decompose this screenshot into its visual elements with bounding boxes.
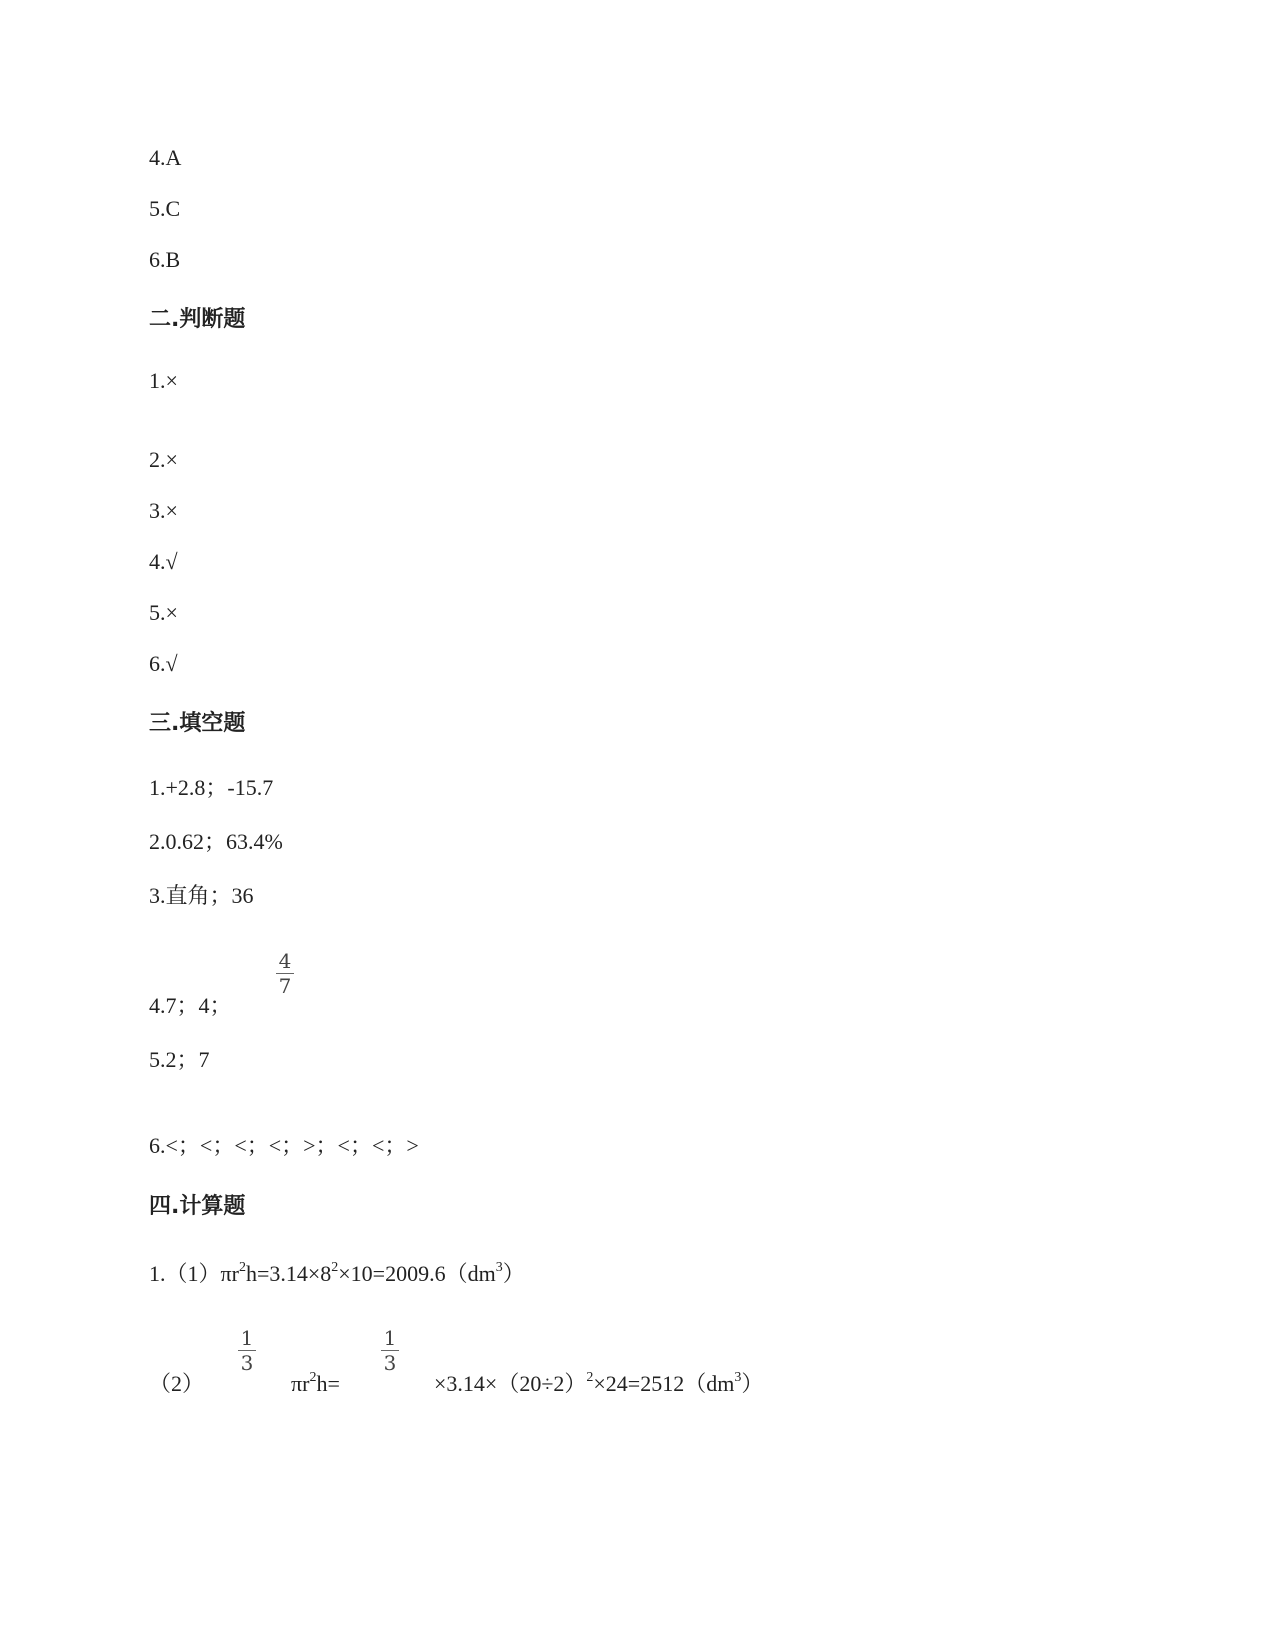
fraction-four-sevenths [276,950,294,997]
choice-answer-6: 6.B [149,247,181,272]
calc1-exp2: 2 [331,1259,339,1275]
fill-answer-2: 2.0.62；63.4% [149,829,283,854]
judge-answer-4: 4.√ [149,549,178,574]
fraction-numerator: 1 [240,1326,254,1350]
fraction-denominator: 3 [383,1351,397,1375]
calc2-formula-exp: 2 [309,1369,317,1385]
calc2-rest-exp2: 3 [734,1369,742,1385]
judge-answer-1: 1.× [149,368,178,393]
calc1-prefix: 1.（1）πr [149,1261,239,1286]
calc2-rest-a: ×3.14×（20÷2） [434,1371,587,1396]
section-title-judge: 二.判断题 [149,307,246,332]
calc1-exp1: 2 [238,1259,246,1275]
judge-answer-5: 5.× [149,600,178,625]
judge-answer-6: 6.√ [149,651,178,676]
fraction-numerator: 1 [383,1326,397,1350]
fill-answer-4: 4.7；4； [149,993,232,1018]
calc1-mid: h=3.14×8 [245,1261,332,1286]
calc2-formula [291,1371,340,1397]
judge-answer-3: 3.× [149,498,178,523]
section-title-fill: 三.填空题 [149,711,246,736]
fraction-denominator: 3 [240,1351,254,1375]
calc2-fraction-one-third-b [381,1327,399,1374]
section-title-calc: 四.计算题 [149,1194,246,1219]
calc-answer-1 [149,1261,525,1287]
fraction-numerator: 4 [278,949,292,973]
fraction-denominator: 7 [278,974,292,998]
calc2-rest-b: ×24=2512（dm [593,1371,735,1396]
calc1-suffix: ） [502,1261,525,1286]
fill-answer-5: 5.2；7 [149,1047,210,1072]
choice-answer-5: 5.C [149,196,181,221]
calc2-rest-exp: 2 [586,1369,594,1385]
calc2-fraction-one-third-a [238,1327,256,1374]
fill-answer-3: 3.直角；36 [149,883,254,908]
calc2-rest-c: ） [741,1371,764,1396]
calc1-mid2: ×10=2009.6（dm [338,1261,496,1286]
calc2-formula-b: h= [316,1371,340,1396]
calc2-rest [434,1371,763,1397]
fill-answer-6: 6.<；<；<；<；>；<；<；> [149,1133,419,1158]
judge-answer-2: 2.× [149,447,178,472]
choice-answer-4: 4.A [149,145,182,170]
fill-answer-1: 1.+2.8；-15.7 [149,775,274,800]
calc2-formula-a: πr [291,1371,310,1396]
calc1-exp3: 3 [495,1259,503,1275]
calc2-label: （2） [149,1371,205,1396]
